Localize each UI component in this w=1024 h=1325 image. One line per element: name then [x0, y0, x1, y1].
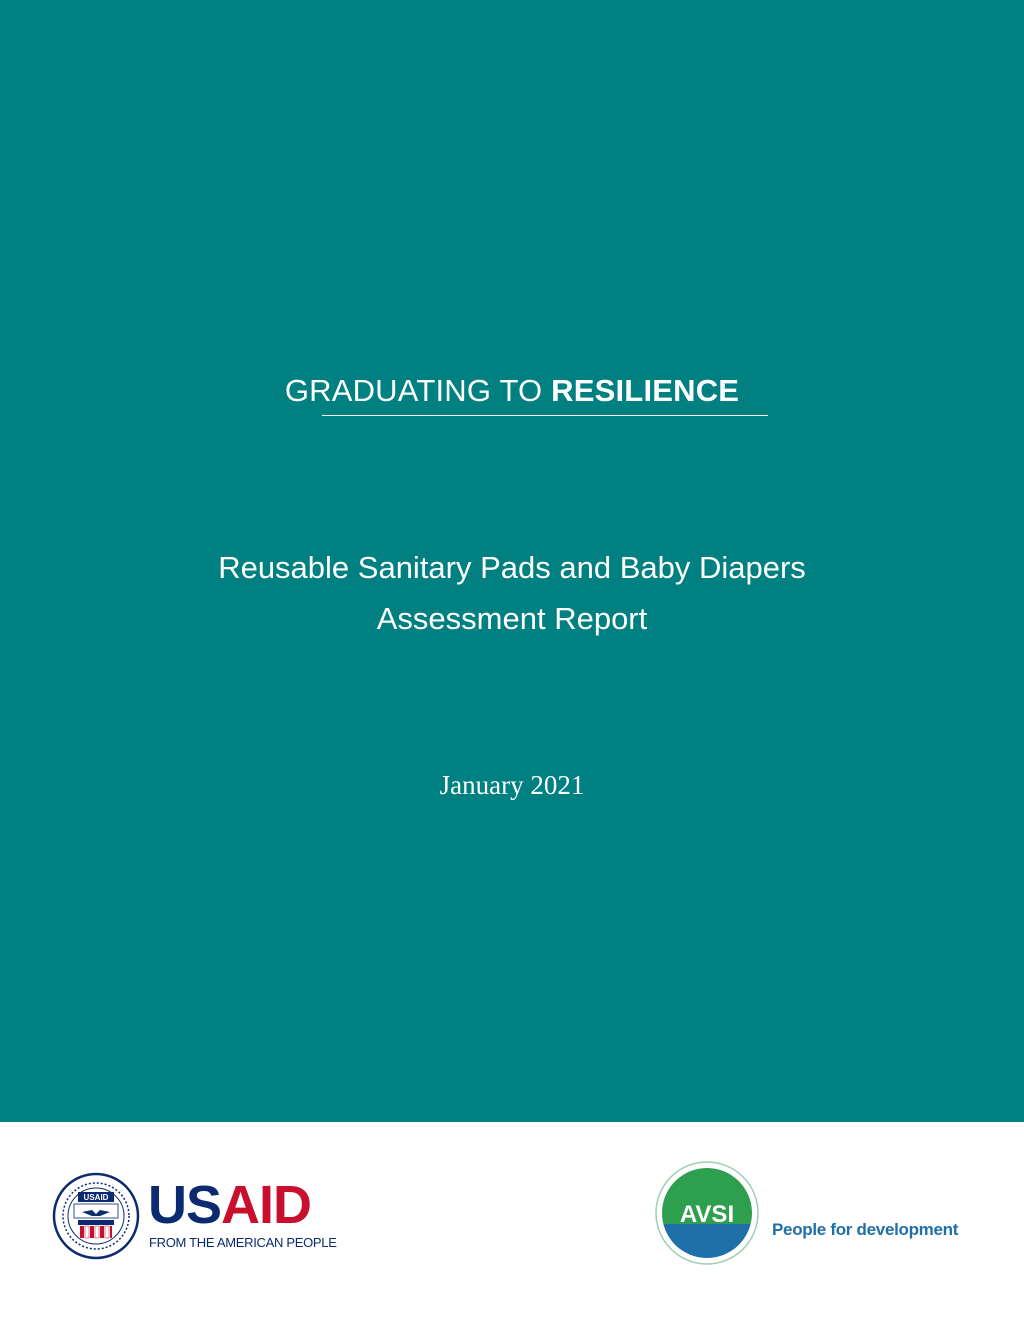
program-title-light: GRADUATING TO [284, 373, 552, 408]
program-title-bold: RESILIENCE [551, 373, 740, 408]
usaid-logo [52, 1172, 352, 1264]
usaid-seal-icon [52, 1172, 140, 1260]
usaid-wordmark-aid: AID [221, 1175, 312, 1235]
report-date: January 2021 [439, 770, 585, 800]
usaid-wordmark [148, 1175, 312, 1235]
avsi-emblem-icon [654, 1160, 760, 1266]
usaid-tagline: FROM THE AMERICAN PEOPLE [149, 1235, 337, 1250]
report-title-line2: Assessment Report [376, 601, 648, 636]
program-title [0, 373, 1024, 409]
avsi-tagline: People for development [772, 1220, 959, 1239]
avsi-logo [654, 1160, 974, 1268]
usaid-seal-text: USAID [83, 1193, 109, 1202]
report-title-line1: Reusable Sanitary Pads and Baby Diapers [218, 550, 806, 585]
avsi-emblem-text: AVSI [679, 1201, 735, 1228]
report-title [0, 542, 1024, 644]
title-underline [322, 415, 768, 416]
usaid-wordmark-us: US [148, 1175, 222, 1235]
